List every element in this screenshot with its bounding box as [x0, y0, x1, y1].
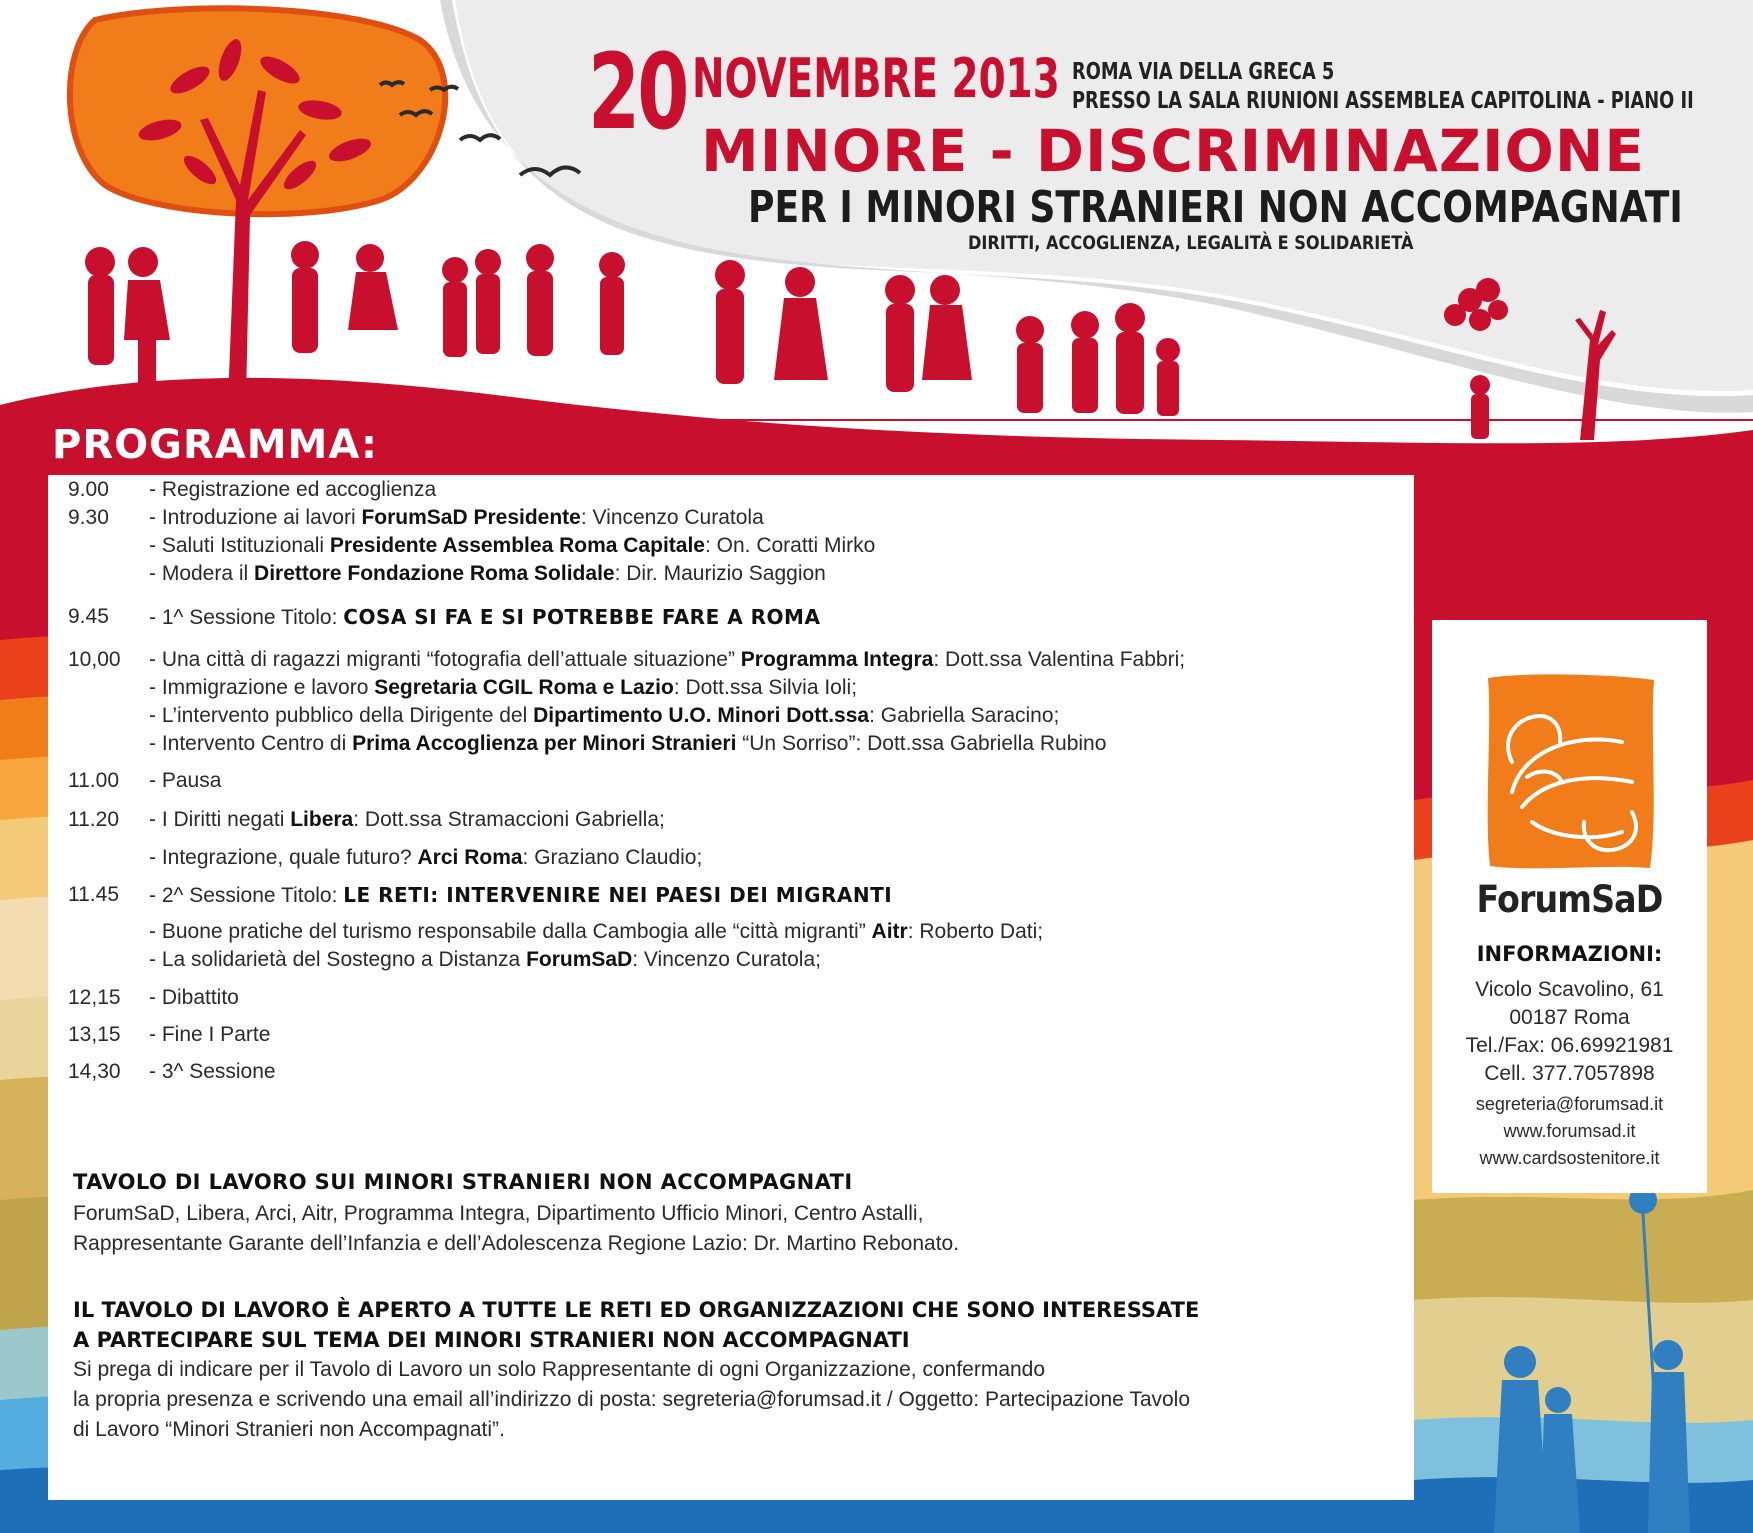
info-cell: Cell. 377.7057898 [1484, 1062, 1655, 1085]
event-tagline: DIRITTI, ACCOGLIENZA, LEGALITÀ E SOLIDARIETÀ [968, 232, 1414, 254]
tavolo-line-1: ForumSaD, Libera, Arci, Aitr, Programma Integra, Dipartimento Ufficio Minori, Centro Astalli, [73, 1202, 924, 1225]
hands-logo-icon [1482, 672, 1658, 872]
program-text: - 2^ Sessione Titolo: [149, 884, 344, 907]
program-highlight: Direttore Fondazione Roma Solidale [254, 562, 615, 585]
program-text: - Intervento Centro di [149, 732, 353, 755]
program-description [149, 843, 702, 873]
event-title: MINORE - DISCRIMINAZIONE [701, 117, 1646, 185]
program-text: - Integrazione, quale futuro? [149, 846, 418, 869]
program-text: : Dott.ssa Valentina Fabbri; [933, 648, 1186, 671]
aperto-line-1: Si prega di indicare per il Tavolo di Lavoro un solo Rappresentante di ogni Organizzazione, confermando [73, 1358, 1046, 1381]
program-text: - Immigrazione e lavoro [149, 676, 375, 699]
info-box [1432, 620, 1707, 1193]
info-web-2[interactable]: www.cardsostenitore.it [1479, 1148, 1660, 1168]
program-description [149, 983, 239, 1013]
program-description [149, 559, 826, 589]
program-description [149, 805, 665, 835]
program-text: : On. Coratti Mirko [704, 534, 876, 557]
info-heading: INFORMAZIONI: [1476, 942, 1663, 966]
info-address-2: 00187 Roma [1509, 1006, 1630, 1029]
program-text: - Introduzione ai lavori [149, 506, 362, 529]
program-text: - Dibattito [149, 986, 239, 1009]
program-highlight: ForumSaD Presidente [361, 506, 581, 529]
program-text: - Una città di ragazzi migranti “fotografia dell’attuale situazione” [149, 648, 741, 671]
event-subtitle: PER I MINORI STRANIERI NON ACCOMPAGNATI [748, 182, 1683, 233]
program-text: : Graziano Claudio; [522, 846, 703, 869]
program-description [149, 1020, 270, 1050]
tavolo-heading: TAVOLO DI LAVORO SUI MINORI STRANIERI NON ACCOMPAGNATI [73, 1170, 853, 1194]
program-time: 9.00 [68, 478, 109, 501]
program-text: : Dott.ssa Stramaccioni Gabriella; [353, 808, 665, 831]
program-description [149, 645, 1185, 675]
program-text: - 1^ Sessione Titolo: [149, 606, 344, 629]
program-time: 11.00 [68, 769, 119, 792]
program-time: 10,00 [68, 648, 121, 671]
event-month-year: NOVEMBRE 2013 [692, 47, 1060, 110]
program-time: 9.45 [68, 605, 109, 628]
info-address-1: Vicolo Scavolino, 61 [1475, 978, 1664, 1001]
program-text: - 3^ Sessione [149, 1060, 276, 1083]
program-highlight: Dipartimento U.O. Minori Dott.ssa [533, 704, 870, 727]
program-box [48, 475, 1414, 1500]
program-text: - L’intervento pubblico della Dirigente del [149, 704, 534, 727]
event-day: 20 [588, 31, 687, 153]
forumsad-logo-text: ForumSaD [1476, 878, 1663, 921]
aperto-heading-2: A PARTECIPARE SUL TEMA DEI MINORI STRANIERI NON ACCOMPAGNATI [73, 1328, 910, 1352]
program-description [149, 729, 1106, 759]
program-description [149, 880, 892, 911]
tavolo-line-2: Rappresentante Garante dell’Infanzia e dell’Adolescenza Regione Lazio: Dr. Martino Rebonato. [73, 1232, 960, 1255]
program-highlight: Segretaria CGIL Roma e Lazio [374, 676, 674, 699]
program-text: “Un Sorriso”: Dott.ssa Gabriella Rubino [736, 732, 1107, 755]
program-text: : Dir. Maurizio Saggion [614, 562, 826, 585]
program-description [149, 945, 821, 975]
program-time: 14,30 [68, 1060, 121, 1083]
info-web-1[interactable]: www.forumsad.it [1503, 1121, 1636, 1141]
program-time: 13,15 [68, 1023, 121, 1046]
programma-heading: PROGRAMMA: [52, 422, 379, 468]
program-highlight: ForumSaD [526, 948, 633, 971]
program-text: - I Diritti negati [149, 808, 291, 831]
place-line-2: PRESSO LA SALA RIUNIONI ASSEMBLEA CAPITOLINA - PIANO II [1072, 88, 1694, 114]
program-description [149, 673, 857, 703]
program-time: 11.45 [68, 883, 119, 906]
program-description [149, 602, 820, 633]
program-text: - Fine I Parte [149, 1023, 271, 1046]
program-highlight: Aitr [871, 920, 908, 943]
info-telfax: Tel./Fax: 06.69921981 [1465, 1034, 1674, 1057]
program-highlight: Libera [290, 808, 354, 831]
program-description [149, 475, 436, 505]
program-description [149, 1057, 276, 1087]
program-text: - La solidarietà del Sostegno a Distanza [149, 948, 527, 971]
program-text: : Dott.ssa Silvia Ioli; [673, 676, 858, 699]
program-description [149, 503, 764, 533]
program-description [149, 917, 1043, 947]
program-highlight: Arci Roma [417, 846, 523, 869]
program-time: 12,15 [68, 986, 121, 1009]
info-email[interactable]: segreteria@forumsad.it [1475, 1094, 1664, 1114]
program-text: : Vincenzo Curatola; [632, 948, 821, 971]
program-highlight: LE RETI: INTERVENIRE NEI PAESI DEI MIGRANTI [343, 883, 893, 907]
program-time: 11.20 [68, 808, 119, 831]
program-text: : Roberto Dati; [907, 920, 1044, 943]
program-text: - Pausa [149, 769, 222, 792]
program-text: : Gabriella Saracino; [869, 704, 1060, 727]
program-text: - Modera il [149, 562, 255, 585]
place-line-1: ROMA VIA DELLA GRECA 5 [1072, 59, 1335, 85]
aperto-line-3: di Lavoro “Minori Stranieri non Accompagnati”. [73, 1418, 505, 1441]
program-highlight: Presidente Assemblea Roma Capitale [329, 534, 705, 557]
aperto-heading-1: IL TAVOLO DI LAVORO È APERTO A TUTTE LE RETI ED ORGANIZZAZIONI CHE SONO INTERESSATE [73, 1298, 1200, 1322]
program-description [149, 531, 875, 561]
program-description [149, 701, 1059, 731]
program-time: 9.30 [68, 506, 109, 529]
program-highlight: COSA SI FA E SI POTREBBE FARE A ROMA [343, 605, 821, 629]
program-text: - Saluti Istituzionali [149, 534, 330, 557]
program-text: - Buone pratiche del turismo responsabile dalla Cambogia alle “città migranti” [149, 920, 872, 943]
program-text: : Vincenzo Curatola [580, 506, 764, 529]
aperto-line-2: la propria presenza e scrivendo una email all’indirizzo di posta: segreteria@forumsad.it / Oggetto: Partecipazione Tavolo [73, 1388, 1191, 1411]
program-text: - Registrazione ed accoglienza [149, 478, 437, 501]
program-description [149, 766, 221, 796]
event-place [1072, 58, 1694, 116]
program-highlight: Programma Integra [740, 648, 934, 671]
program-highlight: Prima Accoglienza per Minori Stranieri [352, 732, 737, 755]
